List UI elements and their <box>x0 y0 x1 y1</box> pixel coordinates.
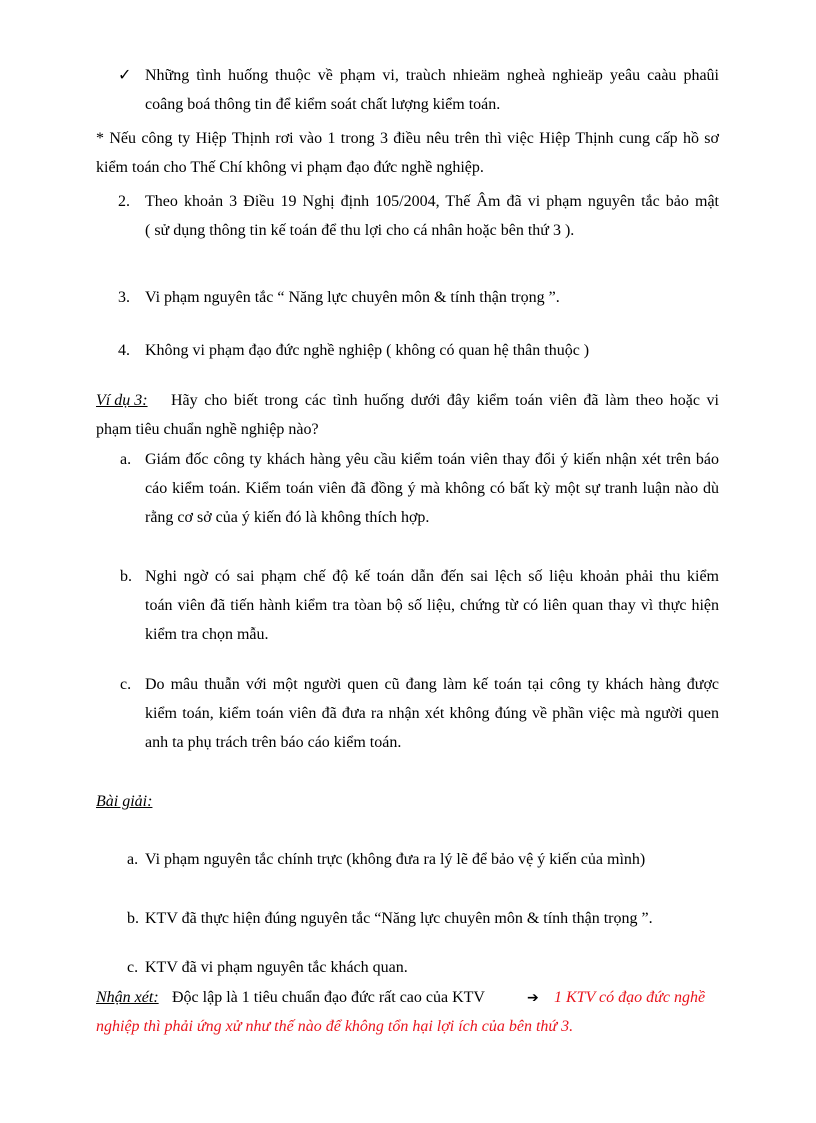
answer-letter: c. <box>127 959 139 976</box>
case-letter: a. <box>120 451 132 468</box>
remark-conclusion-line-1: 1 KTV có đạo đức nghề <box>554 989 706 1006</box>
case-letter: c. <box>120 676 132 693</box>
case-b-line-3: kiểm tra chọn mẫu. <box>145 626 269 643</box>
example-label: Ví dụ 3: <box>96 392 148 409</box>
arrow-right-icon: ➔ <box>527 990 539 1006</box>
list-number: 2. <box>118 193 130 210</box>
note-line-1: * Nếu công ty Hiệp Thịnh rơi vào 1 trong 3 điều nêu trên thì việc Hiệp Thịnh cung cấp hồ sơ <box>96 130 719 147</box>
answer-b: KTV đã thực hiện đúng nguyên tắc “Năng lực chuyên môn & tính thận trọng ”. <box>145 910 653 927</box>
note-line-2: kiểm toán cho Thế Chí không vi phạm đạo đức nghề nghiệp. <box>96 159 484 176</box>
answer-a: Vi phạm nguyên tắc chính trực (không đưa ra lý lẽ để bảo vệ ý kiến của mình) <box>145 851 646 868</box>
checkmark-icon: ✓ <box>118 67 132 84</box>
answer-letter: a. <box>127 851 139 868</box>
bullet-line-1: Những tình huống thuộc về phạm vi, traùch nhieäm ngheà nghieäp yeâu caàu phaûi <box>145 67 719 84</box>
answer-letter: b. <box>127 910 139 927</box>
case-b-line-2: toán viên đã tiến hành kiểm tra tòan bộ số liệu, chứng từ có liên quan thay vì thực hiện <box>145 597 719 614</box>
case-a-line-2: cáo kiểm toán. Kiểm toán viên đã đồng ý mà không có bất kỳ một sự tranh luận nào dù <box>145 480 719 497</box>
case-c-line-1: Do mâu thuẫn với một người quen cũ đang làm kế toán tại công ty khách hàng được <box>145 676 719 693</box>
example-line-2: phạm tiêu chuẩn nghề nghiệp nào? <box>96 421 319 438</box>
remark-label: Nhận xét: <box>96 989 159 1006</box>
case-letter: b. <box>120 568 132 585</box>
bullet-line-2: coâng boá thông tin để kiểm soát chất lượng kiểm toán. <box>145 96 501 113</box>
case-a-line-1: Giám đốc công ty khách hàng yêu cầu kiểm toán viên thay đổi ý kiến nhận xét trên báo <box>145 451 719 468</box>
case-a-line-3: rằng cơ sở của ý kiến đó là không thích hợp. <box>145 509 430 526</box>
example-line-1: Hãy cho biết trong các tình huống dưới đây kiểm toán viên đã làm theo hoặc vi <box>171 392 719 409</box>
case-c-line-2: kiểm toán, kiểm toán viên đã đưa ra nhận xét không đúng về phần việc mà người quen <box>145 705 719 722</box>
numbered-item-4: Không vi phạm đạo đức nghề nghiệp ( không có quan hệ thân thuộc ) <box>145 342 590 359</box>
remark-conclusion-line-2: nghiệp thì phải ứng xử như thế nào để không tổn hại lợi ích của bên thứ 3. <box>96 1018 574 1035</box>
numbered-item-2-line-1: Theo khoản 3 Điều 19 Nghị định 105/2004, Thế Âm đã vi phạm nguyên tắc bảo mật <box>145 193 719 210</box>
solution-label: Bài giải: <box>96 793 153 810</box>
case-c-line-3: anh ta phụ trách trên báo cáo kiểm toán. <box>145 734 402 751</box>
list-number: 3. <box>118 289 130 306</box>
numbered-item-3: Vi phạm nguyên tắc “ Năng lực chuyên môn & tính thận trọng ”. <box>145 289 560 306</box>
answer-c: KTV đã vi phạm nguyên tắc khách quan. <box>145 959 408 976</box>
remark-text: Độc lập là 1 tiêu chuẩn đạo đức rất cao của KTV <box>172 989 485 1006</box>
list-number: 4. <box>118 342 130 359</box>
case-b-line-1: Nghi ngờ có sai phạm chế độ kế toán dẫn đến sai lệch số liệu khoản phải thu kiểm <box>145 568 719 585</box>
numbered-item-2-line-2: ( sử dụng thông tin kế toán để thu lợi cho cá nhân hoặc bên thứ 3 ). <box>145 222 575 239</box>
